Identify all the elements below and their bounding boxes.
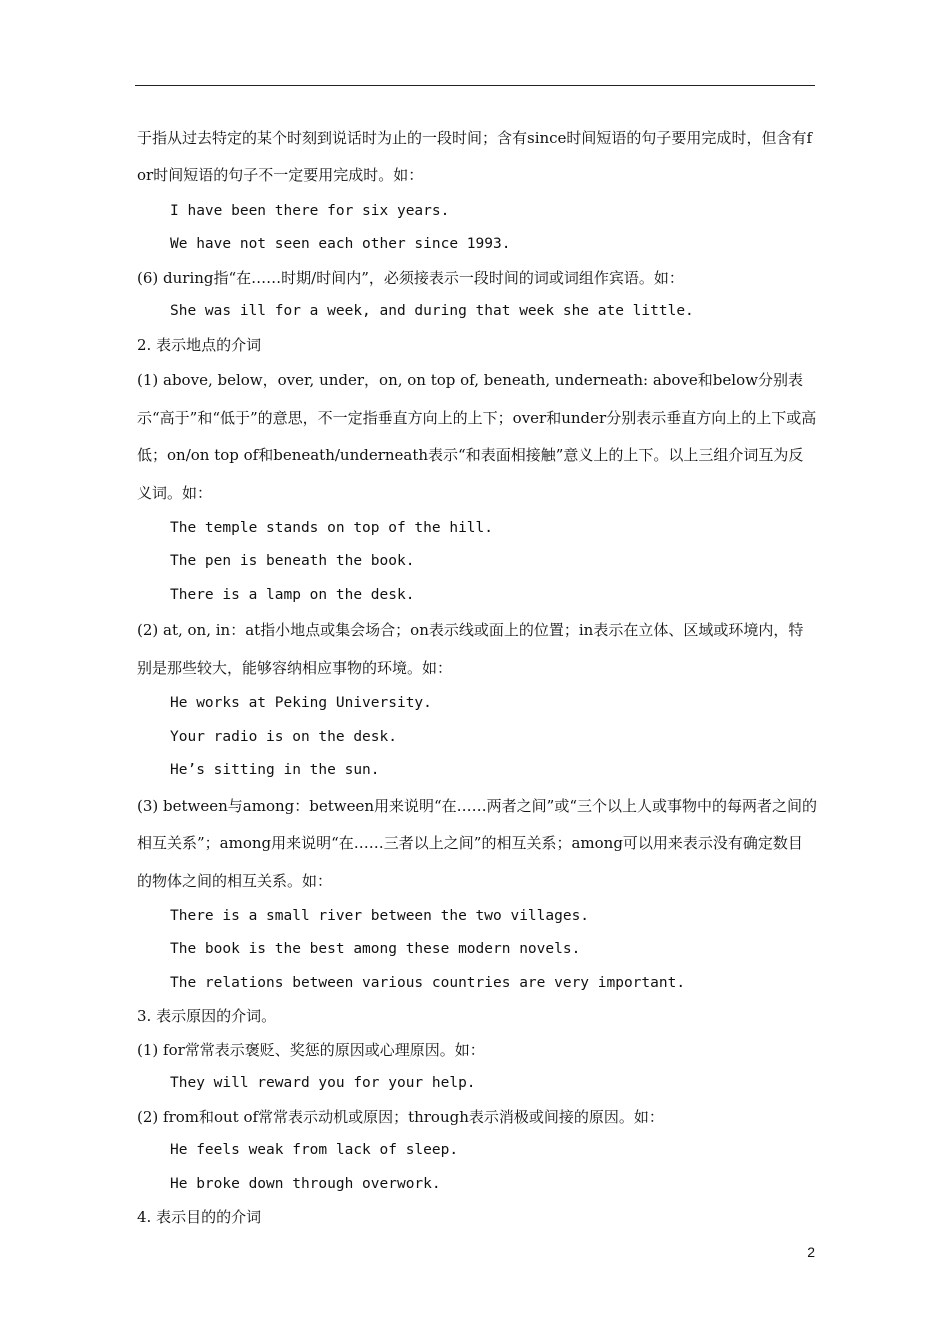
- example-sentence: The relations between various countries are very important.: [170, 974, 686, 991]
- item-heading: (6) during指“在……时期/时间内”，必须接表示一段时间的词或词组作宾语。如：: [137, 268, 684, 287]
- example-sentence: He broke down through overwork.: [170, 1175, 441, 1192]
- example-sentence: We have not seen each other since 1993.: [170, 236, 511, 253]
- example-sentence: He works at Peking University.: [170, 695, 432, 712]
- example-sentence: The temple stands on top of the hill.: [170, 519, 494, 536]
- section-heading: 4. 表示目的的介词: [137, 1208, 262, 1227]
- paragraph: (3) between与among：between用来说明“在……两者之间”或“三个以上人或事物中的每两者之间的相互关系”；among用来说明“在……三者以上之间”的相互关系；among可以用来表示没有确定数目的物体之间的相互关系。如：: [137, 796, 818, 890]
- example-sentence: Your radio is on the desk.: [170, 728, 397, 745]
- example-sentence: There is a lamp on the desk.: [170, 586, 415, 603]
- paragraph: 于指从过去特定的某个时刻到说话时为止的一段时间；含有since时间短语的句子要用完成时，但含有for时间短语的句子不一定要用完成时。如：: [137, 129, 812, 185]
- item-heading: (1) for常常表示褒贬、奖惩的原因或心理原因。如：: [137, 1040, 485, 1059]
- paragraph: (1) above, below，over, under，on, on top of, beneath, underneath: above和below分别表示“高于”和“低于”的意思，不一定指垂直方向上的上下；over和under分别表示垂直方向上的上下或高低；on/on top of和beneath/underneath表示“和表面相接触”意义上的上下。以上三组介词互为反义词。如：: [137, 371, 817, 502]
- example-sentence: There is a small river between the two villages.: [170, 907, 590, 924]
- example-sentence: He’s sitting in the sun.: [170, 762, 380, 779]
- example-sentence: I have been there for six years.: [170, 202, 450, 219]
- example-sentence: They will reward you for your help.: [170, 1075, 476, 1092]
- item-heading: (2) from和out of常常表示动机或原因；through表示消极或间接的原因。如：: [137, 1107, 664, 1126]
- document-body: [137, 120, 817, 1235]
- section-heading: 3. 表示原因的介词。: [137, 1007, 277, 1026]
- page-number: 2: [807, 1244, 815, 1260]
- header-rule: [135, 85, 815, 86]
- example-sentence: He feels weak from lack of sleep.: [170, 1142, 459, 1159]
- section-heading: 2. 表示地点的介词: [137, 335, 262, 354]
- example-sentence: The pen is beneath the book.: [170, 553, 415, 570]
- example-sentence: She was ill for a week, and during that week she ate little.: [170, 303, 694, 320]
- paragraph: (2) at, on, in：at指小地点或集会场合；on表示线或面上的位置；in表示在立体、区域或环境内，特别是那些较大，能够容纳相应事物的环境。如：: [137, 621, 804, 677]
- example-sentence: The book is the best among these modern novels.: [170, 941, 581, 958]
